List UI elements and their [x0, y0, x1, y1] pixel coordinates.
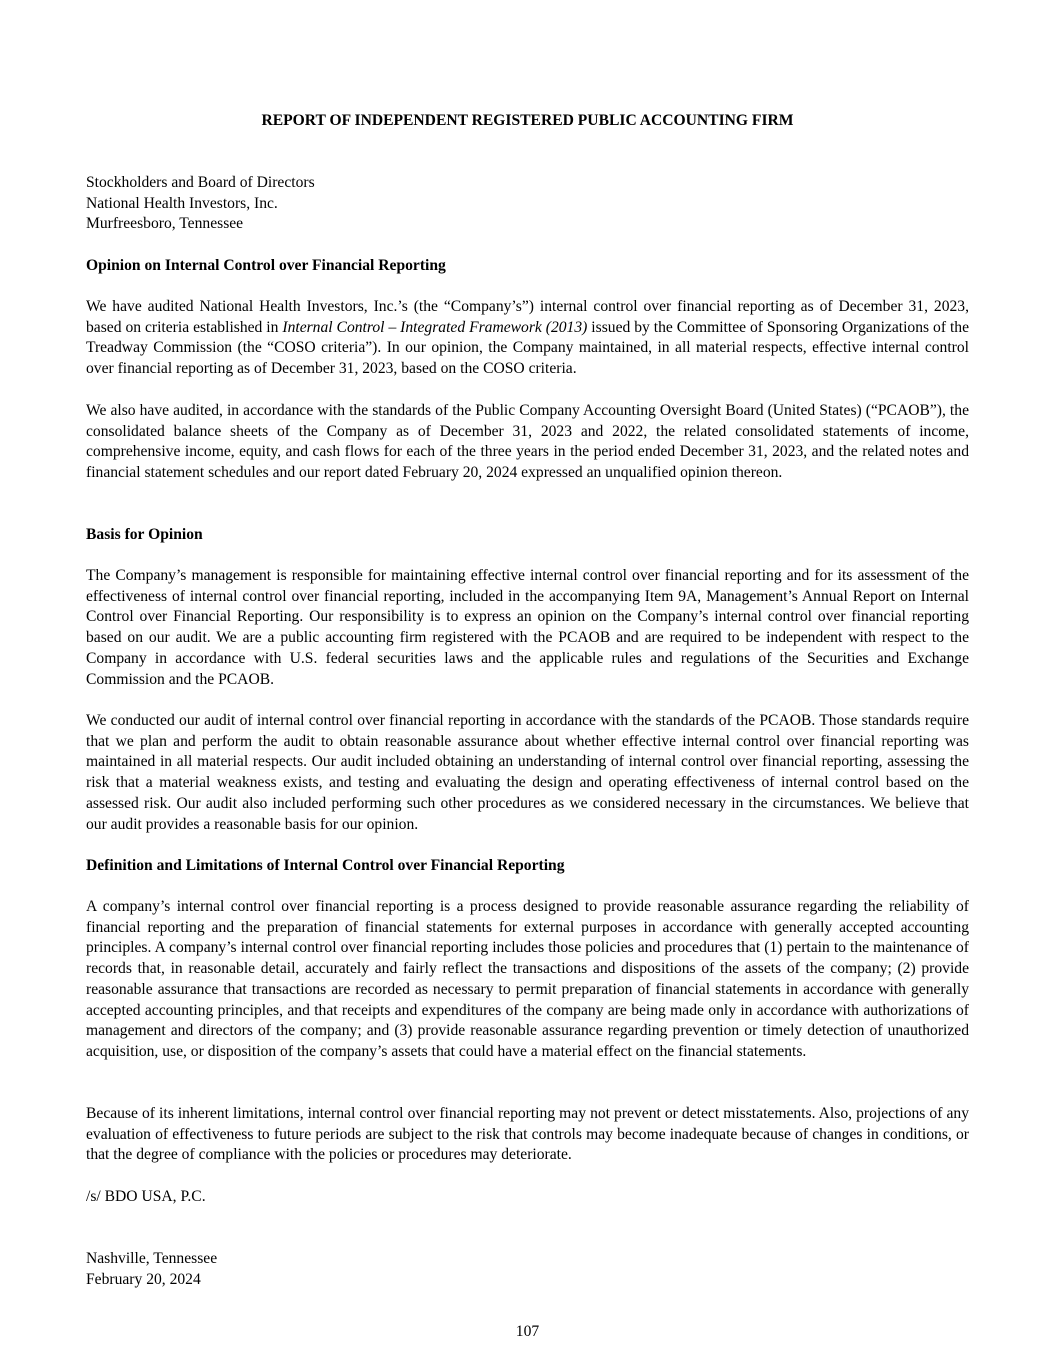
report-title: REPORT OF INDEPENDENT REGISTERED PUBLIC ACCOUNTING FIRM	[261, 112, 794, 129]
opinion-paragraph-1	[86, 297, 969, 380]
signing-date: February 20, 2024	[86, 1270, 201, 1288]
page-number: 107	[515, 1323, 540, 1340]
definition-paragraph-1: A company’s internal control over financial reporting is a process designed to provide reasonable assurance regarding the reliability of financial reporting and the preparation of financial statements for external purposes in accordance with generally accepted accounting principles. A company’s internal control over financial reporting includes those policies and procedures that (1) pertain to the maintenance of records that, in reasonable detail, accurately and fairly reflect the transactions and dispositions of the assets of the company; (2) provide reasonable assurance that transactions are recorded as necessary to permit preparation of financial statements in accordance with generally accepted accounting principles, and that receipts and expenditures of the company are being made only in accordance with authorizations of management and directors of the company; and (3) provide reasonable assurance regarding prevention or timely detection of unauthorized acquisition, use, or disposition of the company’s assets that could have a material effect on the financial statements.	[86, 898, 969, 1060]
opinion-p1-text: We have audited National Health Investors, Inc.’s (the “Company’s”) internal control over financial reporting as of December 31, 2023, based on criteria established in	[86, 298, 969, 336]
framework-title: Internal Control – Integrated Framework (2013)	[282, 318, 588, 336]
basis-paragraph-1: The Company’s management is responsible for maintaining effective internal control over financial reporting and for its assessment of the effectiveness of internal control over financial reporting, included in the accompanying Item 9A, Management’s Annual Report on Internal Control over Financial Reporting. Our responsibility is to express an opinion on the Company’s internal control over financial reporting based on our audit. We are a public accounting firm registered with the PCAOB and are required to be independent with respect to the Company in accordance with U.S. federal securities laws and the applicable rules and regulations of the Securities and Exchange Commission and the PCAOB.	[86, 567, 969, 688]
basis-paragraph-2: We conducted our audit of internal control over financial reporting in accordance with the standards of the PCAOB. Those standards require that we plan and perform the audit to obtain reasonable assurance about whether effective internal control over financial reporting was maintained in all material respects. Our audit included obtaining an understanding of internal control over financial reporting, assessing the risk that a material weakness exists, and testing and evaluating the design and operating effectiveness of internal control based on the assessed risk. Our audit also included performing such other procedures as we considered necessary in the circumstances. We believe that our audit provides a reasonable basis for our opinion.	[86, 712, 969, 833]
signing-block	[86, 1249, 969, 1290]
opinion-paragraph-2: We also have audited, in accordance with the standards of the Public Company Accounting Oversight Board (United States) (“PCAOB”), the consolidated balance sheets of the Company as of December 31, 2023 and 2022, the related consolidated statements of income, comprehensive income, equity, and cash flows for each of the three years in the period ended December 31, 2023, and the related notes and financial statement schedules and our report dated February 20, 2024 expressed an unqualified opinion thereon.	[86, 402, 969, 482]
addressee-block	[86, 173, 969, 235]
opinion-p1-text-cont: issued by the Committee of Sponsoring Organizations of the Treadway Commission (the “COSO criteria”). In our opinion, the Company maintained, in all material respects, effective internal control over financial reporting as of December 31, 2023, based on the COSO criteria.	[86, 318, 970, 378]
section-heading-definition: Definition and Limitations of Internal Control over Financial Reporting	[86, 857, 565, 874]
section-heading-opinion: Opinion on Internal Control over Financial Reporting	[86, 257, 446, 274]
signature: /s/ BDO USA, P.C.	[86, 1188, 206, 1205]
addressee-line: Murfreesboro, Tennessee	[86, 215, 244, 233]
addressee-line: Stockholders and Board of Directors	[86, 174, 315, 191]
section-heading-basis: Basis for Opinion	[86, 526, 203, 543]
definition-paragraph-2: Because of its inherent limitations, internal control over financial reporting may not prevent or detect misstatements. Also, projections of any evaluation of effectiveness to future periods are subject to the risk that controls may become inadequate because of changes in conditions, or that the degree of compliance with the policies or procedures may deteriorate.	[86, 1105, 969, 1164]
signing-location: Nashville, Tennessee	[86, 1250, 218, 1267]
addressee-line: National Health Investors, Inc.	[86, 194, 278, 212]
